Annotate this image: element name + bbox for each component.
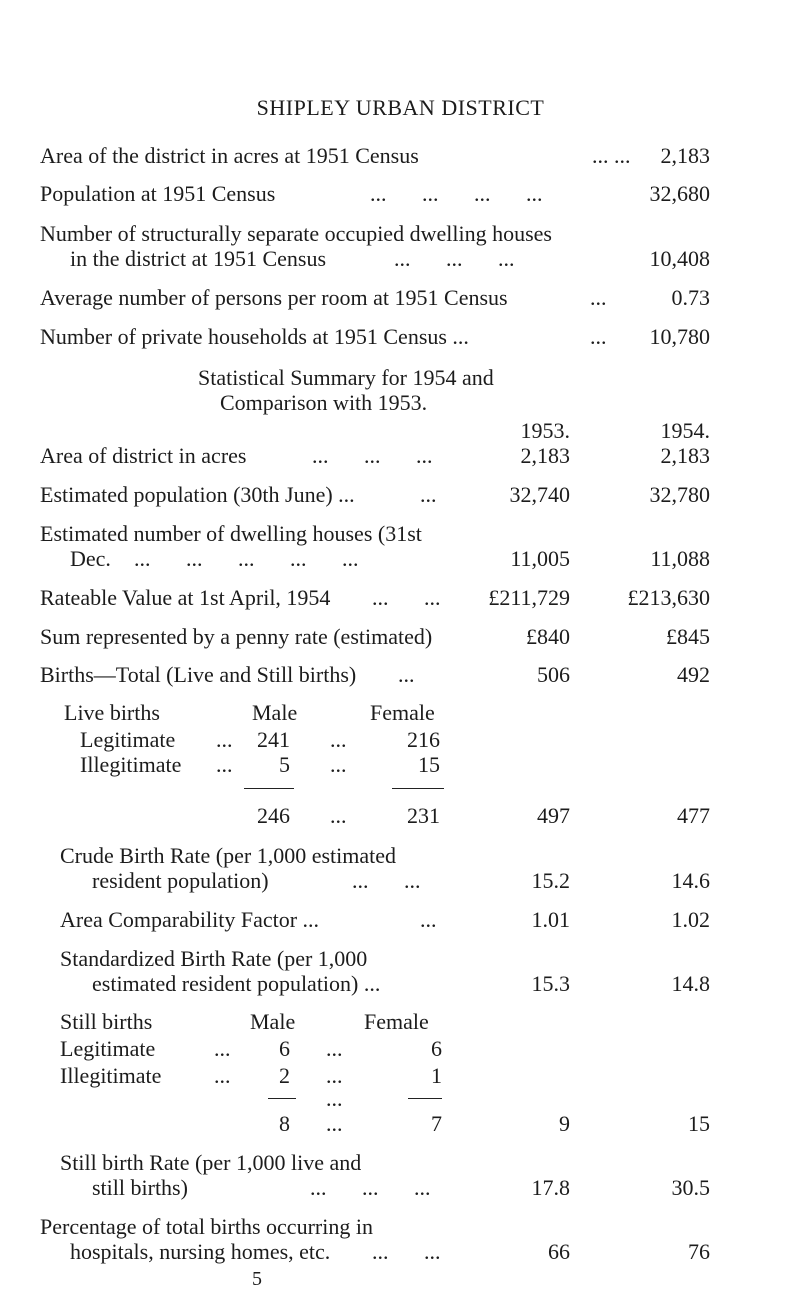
census-label: Number of structurally separate occupied dwelling houses: [40, 221, 552, 246]
table-cell-male: 241: [257, 727, 290, 752]
value-1953: 66: [548, 1239, 570, 1264]
table-cell-male: 5: [279, 752, 290, 777]
leader-dots: ...: [590, 324, 607, 349]
value-1953: 1.01: [531, 907, 570, 932]
table-total-female: 7: [431, 1111, 442, 1136]
leader-dots: ...: [330, 727, 347, 752]
summary-label: Sum represented by a penny rate (estimated): [40, 624, 433, 649]
value-1953: 15.2: [531, 868, 570, 893]
value-1954: 14.8: [671, 971, 710, 996]
rate-label: Area Comparability Factor ...: [60, 907, 320, 932]
rate-label: Standardized Birth Rate (per 1,000: [60, 946, 368, 971]
value-1953: 11,005: [510, 546, 570, 571]
value-1954: £213,630: [627, 585, 710, 610]
page-number: 5: [252, 1268, 262, 1290]
value-1954: 2,183: [660, 443, 710, 468]
census-label-continued: in the district at 1951 Census: [70, 246, 327, 271]
column-header-1953: 1953.: [520, 418, 570, 443]
rate-label: Still birth Rate (per 1,000 live and: [60, 1150, 362, 1175]
census-label: Average number of persons per room at 1951 Census: [40, 285, 508, 310]
leader-dots: ...: [590, 285, 607, 310]
table-header-label: Still births: [60, 1009, 153, 1034]
leader-dots: ...: [326, 1036, 343, 1061]
table-header-male: Male: [250, 1009, 296, 1034]
table-cell-male: 6: [279, 1036, 290, 1061]
table-header-female: Female: [370, 700, 435, 725]
value-1953: 17.8: [531, 1175, 570, 1200]
leader-dots: ...: [420, 907, 437, 932]
table-total-female: 231: [407, 803, 440, 828]
table-header-label: Live births: [64, 700, 160, 725]
rate-label-continued: hospitals, nursing homes, etc.: [70, 1239, 331, 1264]
page-title: SHIPLEY URBAN DISTRICT: [256, 95, 545, 120]
leader-dots: ... ...: [592, 143, 631, 168]
leader-dots: ... ... ...: [312, 443, 433, 468]
leader-dots: ...: [214, 1063, 231, 1088]
leader-dots: ... ... ... ...: [370, 181, 543, 206]
value-1953: £840: [526, 624, 570, 649]
value-1954: 32,780: [649, 482, 710, 507]
table-cell-female: 6: [431, 1036, 442, 1061]
table-cell-male: 2: [279, 1063, 290, 1088]
census-label: Population at 1951 Census: [40, 181, 276, 206]
census-label: Area of the district in acres at 1951 Census: [40, 143, 419, 168]
leader-dots: ... ...: [372, 585, 441, 610]
census-label: Number of private households at 1951 Census ...: [40, 324, 469, 349]
table-total-male: 246: [257, 803, 290, 828]
rate-label: Crude Birth Rate (per 1,000 estimated: [60, 843, 397, 868]
leader-dots: ... ... ...: [310, 1175, 431, 1200]
table-cell-female: 15: [418, 752, 440, 777]
value-1954: 492: [677, 662, 710, 687]
sum-rule-male: [268, 1098, 296, 1099]
value-1953: 32,740: [509, 482, 570, 507]
census-value: 2,183: [660, 143, 710, 168]
value-1953: 9: [559, 1111, 570, 1136]
summary-label: Rateable Value at 1st April, 1954: [40, 585, 331, 610]
summary-label: Births—Total (Live and Still births): [40, 662, 357, 687]
table-total-male: 8: [279, 1111, 290, 1136]
table-header-male: Male: [252, 700, 298, 725]
value-1954: 30.5: [671, 1175, 710, 1200]
value-1954: 15: [688, 1111, 710, 1136]
leader-dots: ... ...: [352, 868, 421, 893]
leader-dots: ...: [330, 752, 347, 777]
leader-dots: ...: [398, 662, 415, 687]
summary-heading-continued: Comparison with 1953.: [220, 390, 428, 415]
leader-dots: ...: [330, 803, 347, 828]
value-1953: £211,729: [488, 585, 570, 610]
summary-label: Estimated number of dwelling houses (31st: [40, 521, 422, 546]
value-1954: 1.02: [671, 907, 710, 932]
summary-label-continued: Dec.: [70, 546, 111, 571]
rate-label-continued: still births): [92, 1175, 188, 1200]
leader-dots: ... ... ... ... ...: [134, 546, 359, 571]
rate-label-continued: estimated resident population) ...: [92, 971, 381, 996]
sum-rule-female: [392, 788, 444, 789]
value-1953: 497: [537, 803, 570, 828]
table-cell-female: 1: [431, 1063, 442, 1088]
summary-label: Area of district in acres: [40, 443, 247, 468]
census-value: 32,680: [649, 181, 710, 206]
leader-dots: ...: [214, 1036, 231, 1061]
sum-rule-female: [408, 1098, 442, 1099]
leader-dots: ...: [216, 727, 233, 752]
leader-dots: ... ... ...: [394, 246, 515, 271]
table-row-label: Illegitimate: [80, 752, 182, 777]
column-header-1954: 1954.: [660, 418, 710, 443]
summary-heading: Statistical Summary for 1954 and: [198, 365, 494, 390]
sum-rule-male: [244, 788, 294, 789]
value-1953: 15.3: [531, 971, 570, 996]
leader-dots: ...: [420, 482, 437, 507]
leader-dots: ... ...: [372, 1239, 441, 1264]
table-row-label: Illegitimate: [60, 1063, 162, 1088]
census-value: 0.73: [671, 285, 710, 310]
value-1954: £845: [666, 624, 710, 649]
value-1953: 506: [537, 662, 570, 687]
table-header-female: Female: [364, 1009, 429, 1034]
table-cell-female: 216: [407, 727, 440, 752]
value-1954: 11,088: [650, 546, 710, 571]
value-1953: 2,183: [520, 443, 570, 468]
value-1954: 14.6: [671, 868, 710, 893]
summary-label: Estimated population (30th June) ...: [40, 482, 355, 507]
census-value: 10,408: [649, 246, 710, 271]
value-1954: 477: [677, 803, 710, 828]
leader-dots: ...: [326, 1063, 343, 1088]
leader-dots: ...: [326, 1111, 343, 1136]
leader-dots: ...: [216, 752, 233, 777]
census-value: 10,780: [649, 324, 710, 349]
rate-label-continued: resident population): [92, 868, 269, 893]
rate-label: Percentage of total births occurring in: [40, 1214, 373, 1239]
table-row-label: Legitimate: [60, 1036, 156, 1061]
table-row-label: Legitimate: [80, 727, 176, 752]
leader-dots: ...: [326, 1086, 343, 1111]
value-1954: 76: [688, 1239, 710, 1264]
